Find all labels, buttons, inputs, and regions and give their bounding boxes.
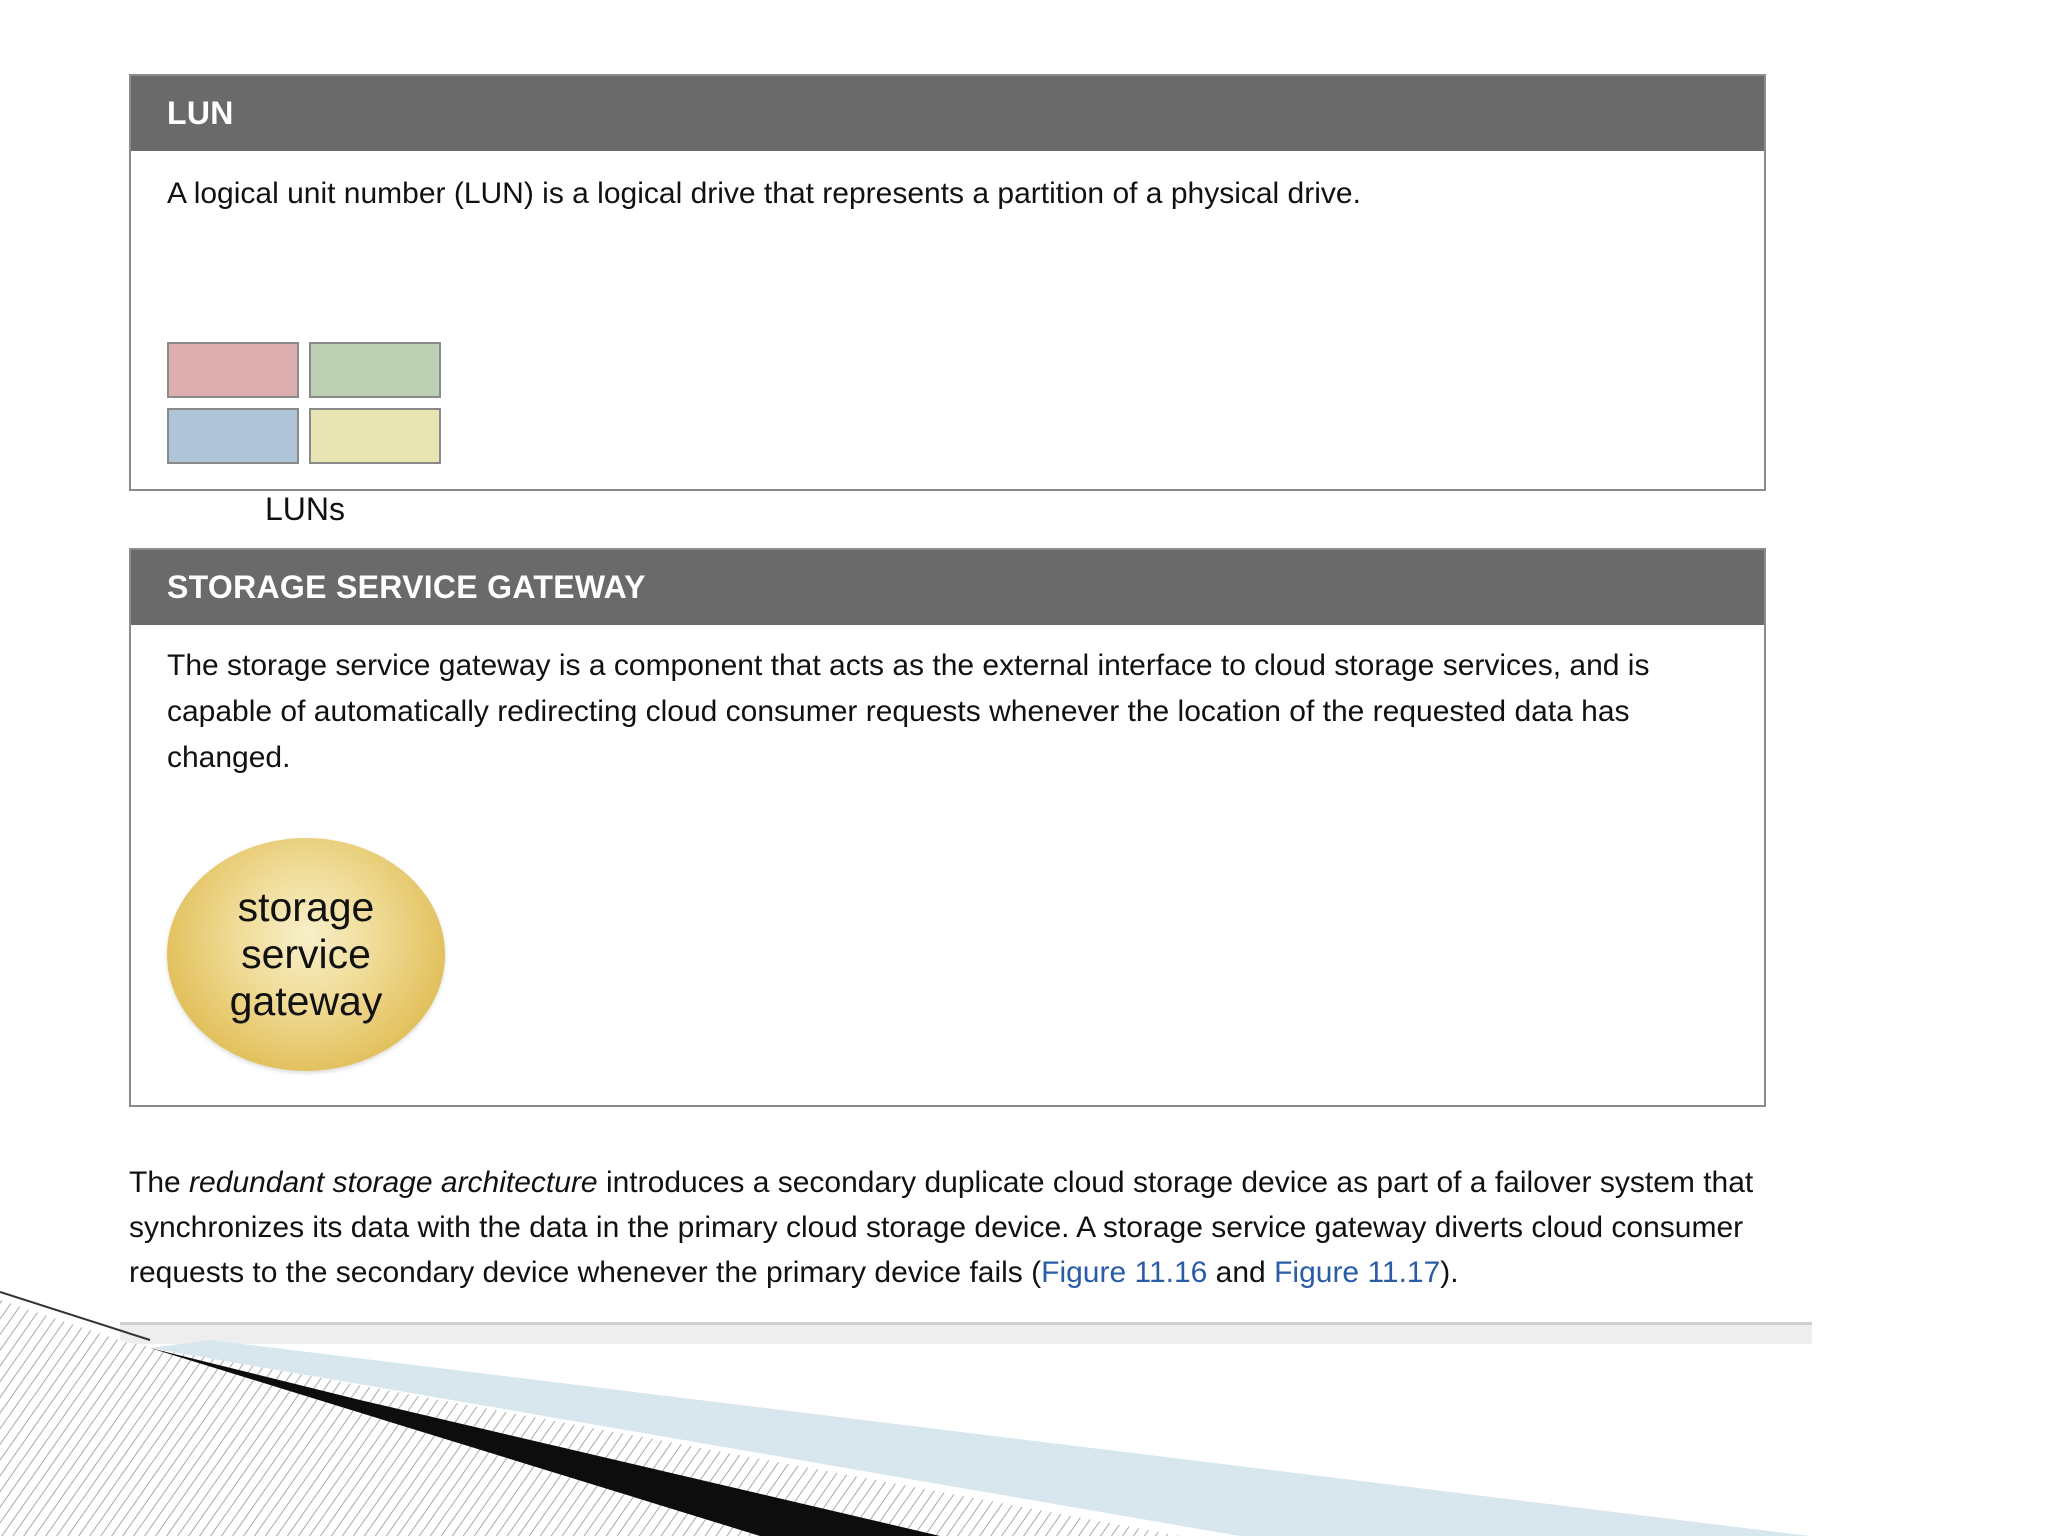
para-body: introduces a secondary duplicate cloud storage device as part of a failover system that synchronizes its data with the data in the primary cloud storage device. A storage service gateway diverts cloud consumer requests to the secondary device whenever the primary device fails ( xyxy=(129,1166,1754,1289)
lun-panel xyxy=(129,74,1766,527)
gateway-icon-line-3: gateway xyxy=(229,978,383,1024)
gateway-icon-line-1: storage xyxy=(237,884,375,930)
storage-gateway-icon xyxy=(167,838,445,1071)
para-emphasis: redundant storage architecture xyxy=(189,1166,598,1199)
dark-swoosh xyxy=(150,1348,940,1536)
lun-panel-header: LUN xyxy=(131,76,1764,151)
figure-11-17-link[interactable]: Figure 11.17 xyxy=(1274,1256,1441,1289)
redundant-storage-paragraph xyxy=(129,1160,1789,1295)
para-intro: The xyxy=(129,1166,190,1199)
light-blue-band xyxy=(150,1340,1810,1536)
lun-cell-red xyxy=(167,342,299,398)
gateway-description: The storage service gateway is a component that acts as the external interface to cloud storage services, and is capable of automatically redirecting cloud consumer requests whenever the location of the requested data has changed. xyxy=(167,649,1650,774)
content-divider xyxy=(120,1322,1812,1344)
lun-cell-yellow xyxy=(309,408,441,464)
lun-caption: LUNs xyxy=(264,491,345,527)
lun-icon-grid xyxy=(167,342,447,470)
lun-description: A logical unit number (LUN) is a logical drive that represents a partition of a physical drive. xyxy=(167,177,1361,210)
lun-cell-green xyxy=(309,342,441,398)
lun-cell-blue xyxy=(167,408,299,464)
figure-11-16-link[interactable]: Figure 11.16 xyxy=(1041,1256,1208,1289)
gateway-panel-header: STORAGE SERVICE GATEWAY xyxy=(131,550,1764,625)
para-end: ). xyxy=(1440,1256,1459,1289)
gateway-icon-line-2: service xyxy=(241,931,371,977)
para-and: and xyxy=(1207,1256,1275,1289)
gateway-panel xyxy=(129,548,1766,1107)
